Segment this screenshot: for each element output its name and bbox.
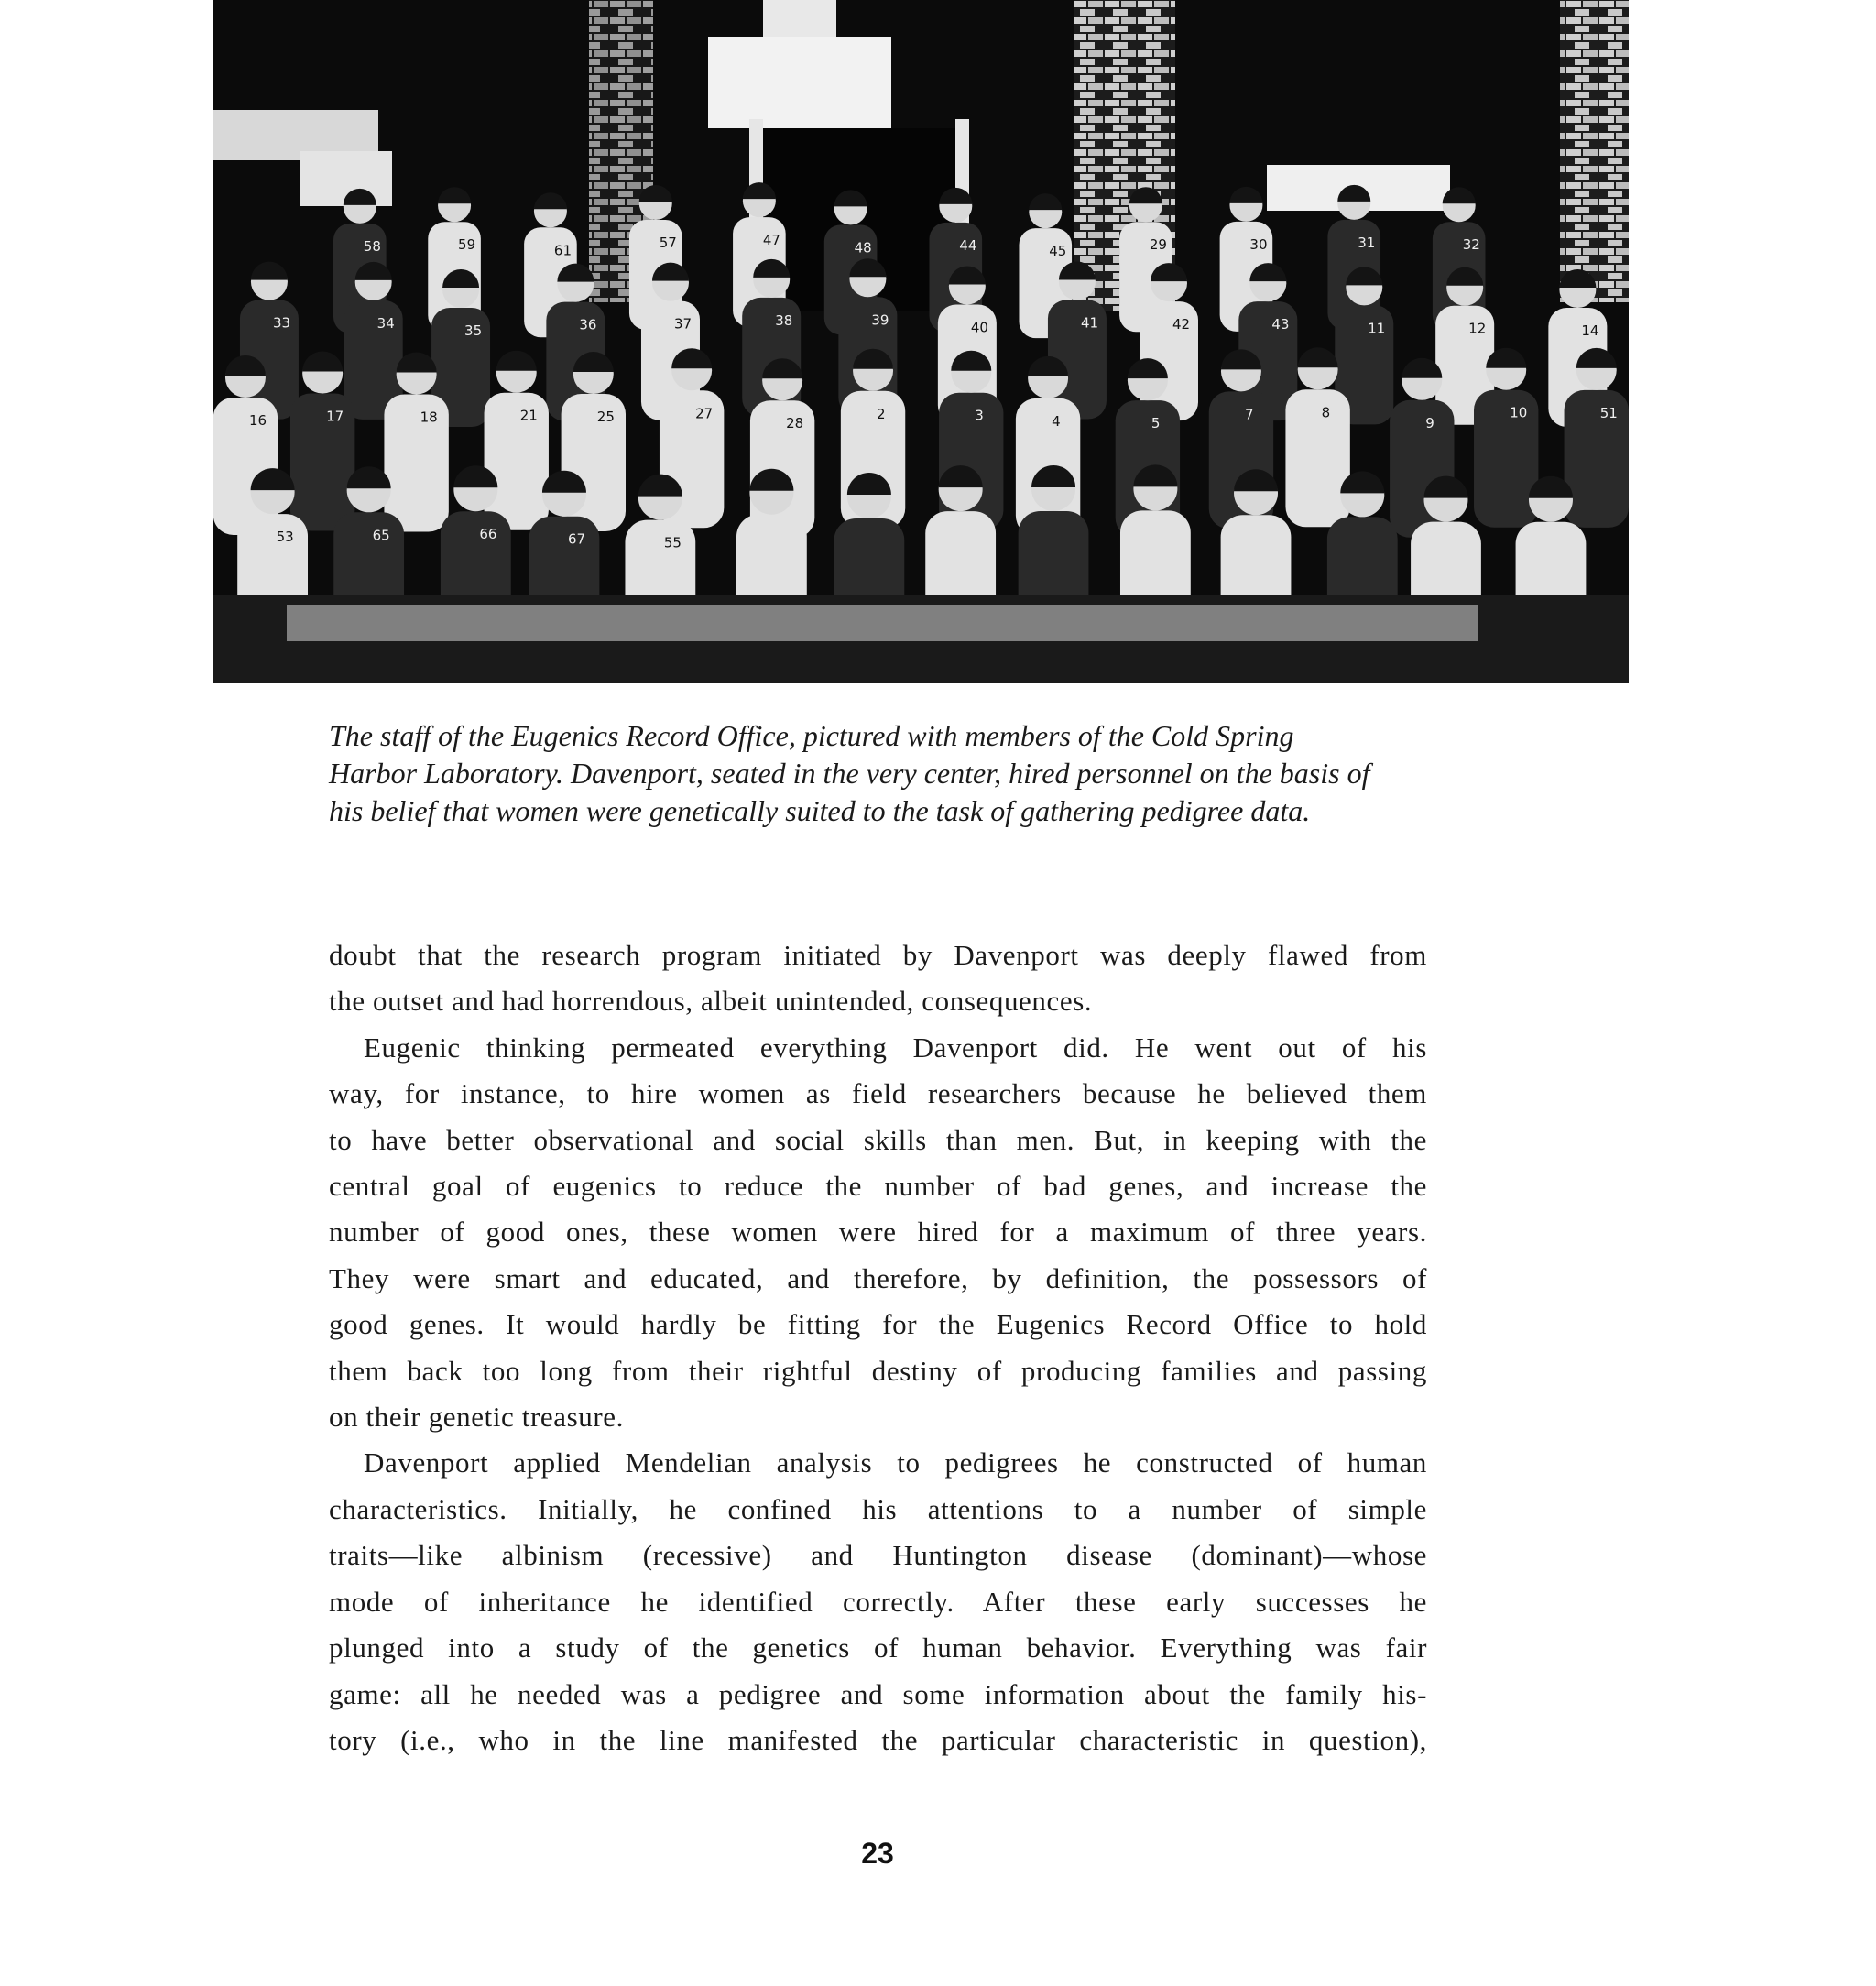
text-line: plunged into a study of the genetics of human behavior. Everything was fair <box>329 1631 1427 1664</box>
person-number-tag: 14 <box>1581 322 1599 339</box>
text-line: central goal of eugenics to reduce the number of bad genes, and increase the <box>329 1170 1427 1203</box>
brick-column <box>1560 0 1629 302</box>
text-line: way, for instance, to hire women as field researchers because he believed them <box>329 1077 1427 1110</box>
person-number-tag: 9 <box>1425 414 1434 431</box>
text-line: mode of inheritance he identified correctly. After these early successes he <box>329 1585 1427 1618</box>
person-number-tag: 58 <box>363 237 381 255</box>
person-number-tag: 44 <box>959 236 977 254</box>
text-line: They were smart and educated, and therefore, by definition, the possessors of <box>329 1261 1427 1294</box>
caption-line: Harbor Laboratory. Davenport, seated in the very center, hired personnel on the basis of <box>329 757 1370 790</box>
person-number-tag: 57 <box>659 234 677 251</box>
text-line: tory (i.e., who in the line manifested the particular characteristic in question), <box>329 1723 1427 1756</box>
person-number-tag: 33 <box>272 314 291 332</box>
person-number-tag: 37 <box>673 315 693 333</box>
person-number-tag: 10 <box>1510 404 1528 421</box>
group-photo <box>213 0 1629 683</box>
person-number-tag: 12 <box>1468 320 1487 337</box>
person-number-tag: 65 <box>372 527 390 544</box>
person-number-tag: 32 <box>1462 236 1480 254</box>
person-number-tag: 59 <box>458 236 476 254</box>
person-body <box>290 394 354 531</box>
person-number-tag: 53 <box>276 529 294 546</box>
person-number-tag: 55 <box>663 534 682 551</box>
wall-patch <box>763 0 836 37</box>
paragraph-3 <box>329 1440 1427 1763</box>
person-number-tag: 29 <box>1149 236 1167 254</box>
person-body <box>1285 389 1349 527</box>
person-number-tag: 40 <box>970 319 988 336</box>
person-number-tag: 8 <box>1321 404 1331 421</box>
person-number-tag: 39 <box>871 311 889 329</box>
person-number-tag: 34 <box>376 314 395 332</box>
person-number-tag: 38 <box>775 311 793 329</box>
wall-patch <box>708 37 891 128</box>
person-number-tag: 2 <box>877 405 886 422</box>
person-number-tag: 48 <box>854 239 872 256</box>
person-number-tag: 30 <box>1249 235 1268 253</box>
text-line: Eugenic thinking permeated everything Davenport did. He went out of his <box>364 1031 1427 1064</box>
person-number-tag: 3 <box>975 407 984 424</box>
person-number-tag: 42 <box>1172 316 1191 333</box>
person-body <box>1565 390 1629 528</box>
text-line: traits—like albinism (recessive) and Huntington disease (dominant)—whose <box>329 1539 1427 1572</box>
person-number-tag: 11 <box>1368 320 1386 337</box>
person-number-tag: 5 <box>1151 415 1161 432</box>
text-line: number of good ones, these women were hired for a maximum of three years. <box>329 1216 1427 1249</box>
person-number-tag: 66 <box>479 526 497 543</box>
text-line: Davenport applied Mendelian analysis to pedigrees he constructed of human <box>364 1446 1427 1479</box>
text-line: game: all he needed was a pedigree and some information about the family his- <box>329 1677 1427 1710</box>
person-number-tag: 27 <box>695 405 714 422</box>
person-number-tag: 67 <box>567 530 586 548</box>
person-body <box>485 393 549 530</box>
person-number-tag: 18 <box>420 409 438 426</box>
ground-light <box>287 605 1478 641</box>
text-line: good genes. It would hardly be fitting for the Eugenics Record Office to hold <box>329 1308 1427 1341</box>
person-number-tag: 25 <box>596 409 615 426</box>
text-line: the outset and had horrendous, albeit unintended, consequences. <box>329 985 1093 1018</box>
caption-line: his belief that women were genetically suited to the task of gathering pedigree data. <box>329 794 1311 827</box>
person-number-tag: 51 <box>1599 404 1618 421</box>
page-number: 23 <box>861 1837 894 1870</box>
person-body <box>1474 390 1538 528</box>
person-number-tag: 7 <box>1244 406 1254 423</box>
person-number-tag: 31 <box>1358 234 1376 251</box>
person-number-tag: 45 <box>1049 243 1067 260</box>
text-line: them back too long from their rightful destiny of producing families and passing <box>329 1354 1427 1387</box>
person-number-tag: 21 <box>519 407 538 424</box>
body-text <box>329 933 1427 1763</box>
text-line: on their genetic treasure. <box>329 1401 625 1434</box>
person-number-tag: 28 <box>786 415 804 432</box>
text-line: doubt that the research program initiated by Davenport was deeply flawed from <box>329 939 1427 971</box>
person-number-tag: 17 <box>326 408 344 425</box>
person-number-tag: 41 <box>1080 314 1099 332</box>
person-number-tag: 47 <box>762 232 780 249</box>
text-line: characteristics. Initially, he confined his attentions to a number of simple <box>329 1492 1427 1525</box>
person-number-tag: 16 <box>248 411 267 429</box>
person-number-tag: 35 <box>464 322 483 339</box>
paragraph-1 <box>329 933 1427 1025</box>
person-body <box>939 393 1003 530</box>
person-number-tag: 43 <box>1271 316 1290 333</box>
person-number-tag: 61 <box>553 242 573 259</box>
paragraph-2 <box>329 1025 1427 1441</box>
caption-line: The staff of the Eugenics Record Office, pictured with members of the Cold Spring <box>329 719 1294 752</box>
person-number-tag: 4 <box>1052 412 1061 430</box>
person-number-tag: 36 <box>579 316 597 333</box>
text-line: to have better observational and social skills than men. But, in keeping with the <box>329 1123 1427 1156</box>
group-photo-illustration <box>213 0 1629 683</box>
photo-caption <box>329 717 1428 830</box>
person-body <box>384 395 448 532</box>
